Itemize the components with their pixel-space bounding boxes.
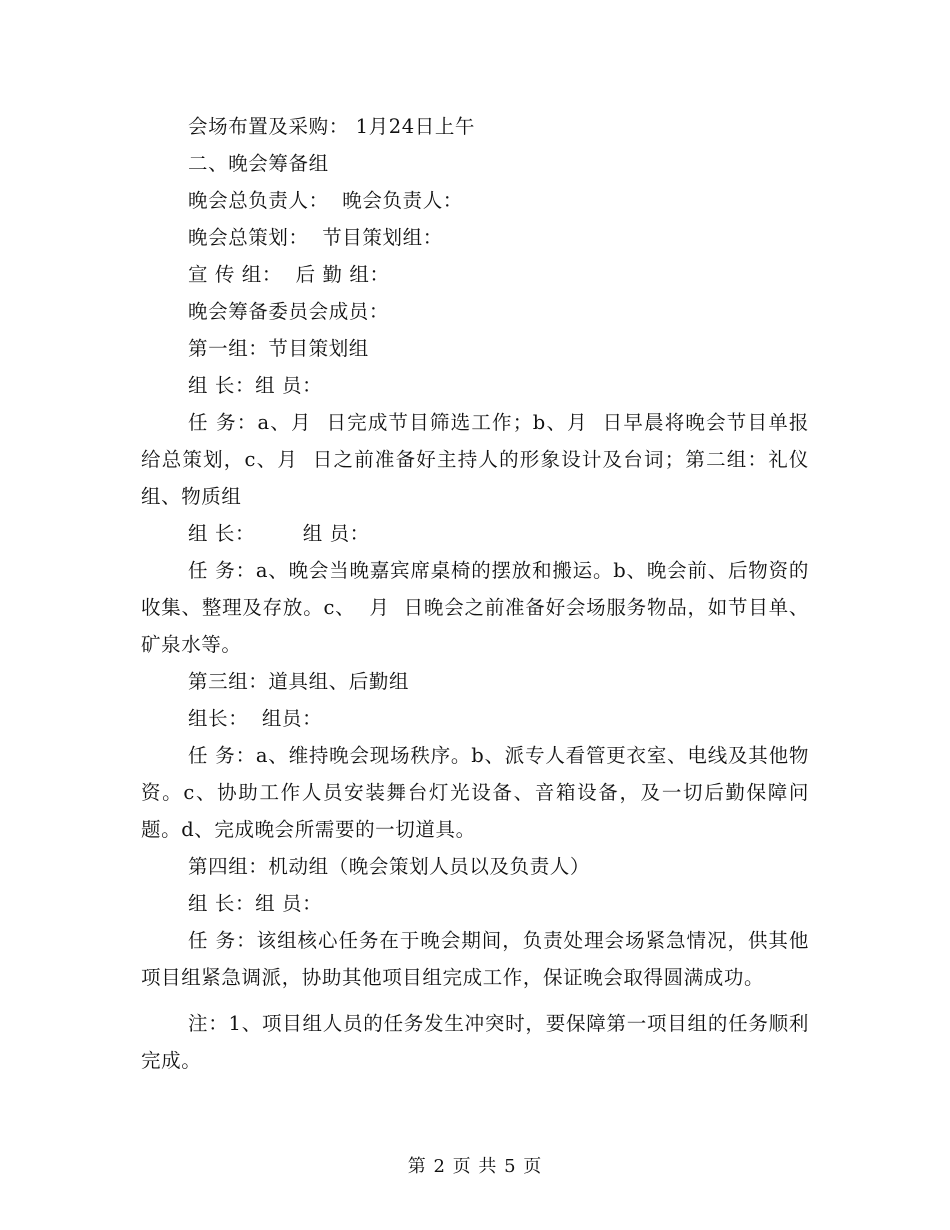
paragraph-overall-leader: 晚会总负责人： 晚会负责人： [188,189,463,212]
paragraph-overall-planner: 晚会总策划： 节目策划组： [188,226,443,249]
document-body [141,108,809,1079]
paragraph-group-one-tasks: 任 务：a、月 日完成节目筛选工作；b、月 日早晨将晚会节目单报给总策划，c、月 日之前准备好主持人的形象设计及台词；第二组：礼仪组、物质组 [141,411,809,508]
paragraph-group-three-members: 组长： 组员： [188,707,323,730]
heading-group-four: 第四组：机动组（晚会策划人员以及负责人） [188,855,591,878]
paragraph-venue-setup: 会场布置及采购： 1月24日上午 [188,115,476,138]
paragraph-committee-members: 晚会筹备委员会成员： [188,300,390,323]
paragraph-note: 注：1、项目组人员的任务发生冲突时，要保障第一项目组的任务顺利完成。 [141,1012,809,1072]
paragraph-publicity-logistics: 宣 传 组： 后 勤 组： [188,263,390,286]
paragraph-group-two-tasks: 任 务：a、晚会当晚嘉宾席桌椅的摆放和搬运。b、晚会前、后物资的收集、整理及存放。c、 月 日晚会之前准备好会场服务物品，如节目单、矿泉水等。 [141,559,809,656]
heading-group-three: 第三组：道具组、后勤组 [188,670,410,693]
paragraph-group-four-tasks: 任 务：该组核心任务在于晚会期间，负责处理会场紧急情况，供其他项目组紧急调派，协助其他项目组完成工作，保证晚会取得圆满成功。 [141,929,809,989]
heading-preparation-group: 二、晚会筹备组 [188,152,329,175]
heading-group-one: 第一组：节目策划组 [188,337,369,360]
paragraph-group-four-members: 组 长：组 员： [188,892,323,915]
page-number-footer: 第 2 页 共 5 页 [407,1156,543,1177]
paragraph-group-three-tasks: 任 务：a、维持晚会现场秩序。b、派专人看管更衣室、电线及其他物资。c、协助工作人员安装舞台灯光设备、音箱设备，及一切后勤保障问题。d、完成晚会所需要的一切道具。 [141,744,809,841]
paragraph-group-one-members: 组 长：组 员： [188,374,323,397]
paragraph-group-two-members: 组 长： 组 员： [188,522,370,545]
